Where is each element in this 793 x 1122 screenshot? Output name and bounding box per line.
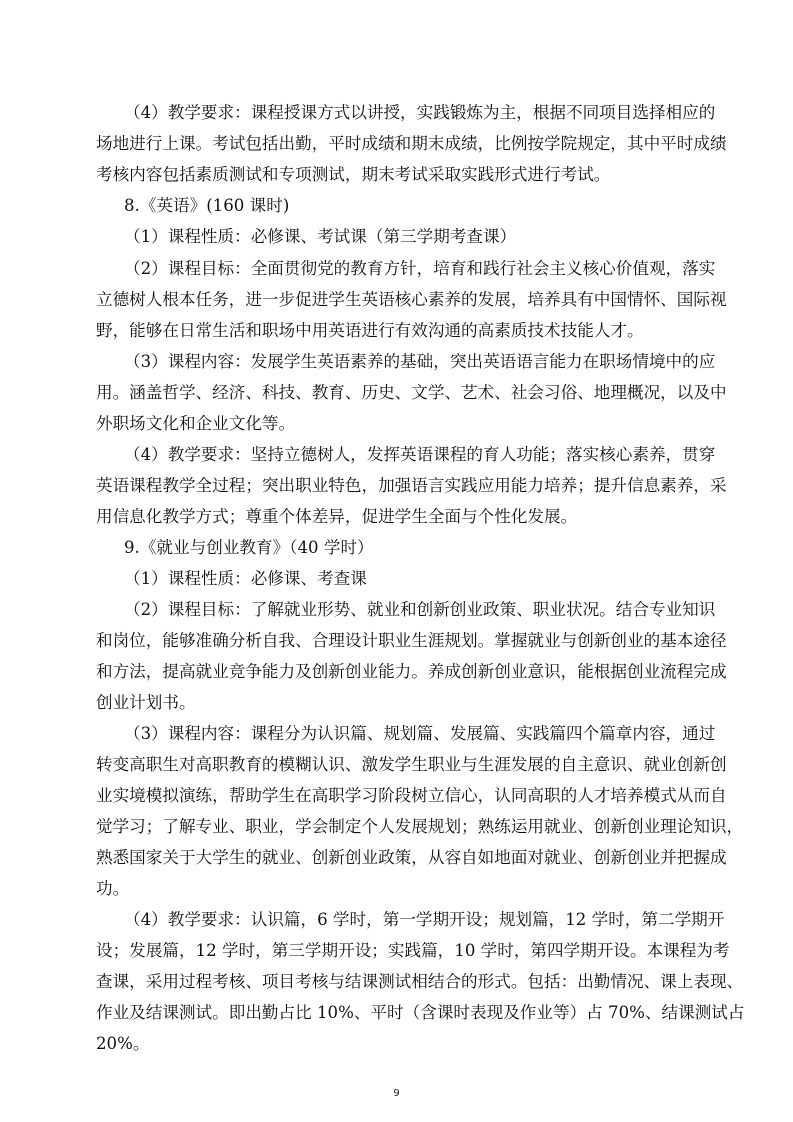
- paragraph-line: 外职场文化和企业文化等。: [96, 414, 296, 433]
- paragraph-line: （1）课程性质：必修课、考查课: [124, 569, 367, 588]
- paragraph-line: 作业及结课测试。即出勤占比 10%、平时（含课时表现及作业等）占 70%、结课测试占: [96, 1003, 745, 1022]
- paragraph-line: 查课，采用过程考核、项目考核与结课测试相结合的形式。包括：出勤情况、课上表现、: [96, 972, 744, 991]
- paragraph-line: （3）课程内容：课程分为认识篇、规划篇、发展篇、实践篇四个篇章内容，通过: [124, 724, 716, 743]
- paragraph-line: 考核内容包括素质测试和专项测试，期末考试采取实践形式进行考试。: [96, 165, 611, 184]
- paragraph-line: 和岗位，能够准确分析自我、合理设计职业生涯规划。掌握就业与创新创业的基本途径: [96, 631, 727, 650]
- paragraph-line: 立德树人根本任务，进一步促进学生英语核心素养的发展，培养具有中国情怀、国际视: [96, 290, 727, 309]
- paragraph-line: （2）课程目标：了解就业形势、就业和创新创业政策、职业状况。结合专业知识: [124, 600, 716, 619]
- paragraph-line: 转变高职生对高职教育的模糊认识、激发学生职业与生涯发展的自主意识、就业创新创: [96, 755, 727, 774]
- paragraph-line: 创业计划书。: [96, 693, 196, 712]
- paragraph-line: 业实境模拟演练，帮助学生在高职学习阶段树立信心，认同高职的人才培养模式从而自: [96, 786, 727, 805]
- paragraph-line: 20%。: [96, 1034, 150, 1053]
- paragraph-line: （3）课程内容：发展学生英语素养的基础，突出英语语言能力在职场情境中的应: [124, 352, 716, 371]
- section-heading: 9.《就业与创业教育》（40 学时）: [124, 538, 374, 557]
- paragraph-line: （2）课程目标：全面贯彻党的教育方针，培育和践行社会主义核心价值观，落实: [124, 259, 716, 278]
- paragraph-line: 用。涵盖哲学、经济、科技、教育、历史、文学、艺术、社会习俗、地理概况，以及中: [96, 383, 727, 402]
- paragraph-line: 熟悉国家关于大学生的就业、创新创业政策，从容自如地面对就业、创新创业并把握成: [96, 848, 727, 867]
- page-number: 9: [393, 1088, 400, 1099]
- paragraph-line: 设；发展篇，12 学时，第三学期开设；实践篇，10 学时，第四学期开设。本课程为考: [96, 941, 730, 960]
- paragraph-line: 和方法，提高就业竞争能力及创新创业能力。养成创新创业意识，能根据创业流程完成: [96, 662, 727, 681]
- section-heading: 8.《英语》(160 课时): [124, 196, 290, 215]
- paragraph-line: 觉学习；了解专业、职业，学会制定个人发展规划；熟练运用就业、创新创业理论知识，: [96, 817, 744, 836]
- paragraph-line: （1）课程性质：必修课、考试课（第三学期考查课）: [124, 227, 517, 246]
- paragraph-line: 野，能够在日常生活和职场中用英语进行有效沟通的高素质技术技能人才。: [96, 321, 644, 340]
- paragraph-line: （4）教学要求：课程授课方式以讲授，实践锻炼为主，根据不同项目选择相应的: [124, 103, 716, 122]
- paragraph-line: （4）教学要求：坚持立德树人，发挥英语课程的育人功能；落实核心素养，贯穿: [124, 445, 716, 464]
- paragraph-line: 功。: [96, 879, 130, 898]
- paragraph-line: 用信息化教学方式；尊重个体差异，促进学生全面与个性化发展。: [96, 507, 578, 526]
- paragraph-line: 英语课程教学全过程；突出职业特色，加强语言实践应用能力培养；提升信息素养，采: [96, 476, 727, 495]
- paragraph-line: （4）教学要求：认识篇，6 学时，第一学期开设；规划篇，12 学时，第二学期开: [124, 910, 725, 929]
- paragraph-line: 场地进行上课。考试包括出勤，平时成绩和期末成绩，比例按学院规定，其中平时成绩: [96, 134, 727, 153]
